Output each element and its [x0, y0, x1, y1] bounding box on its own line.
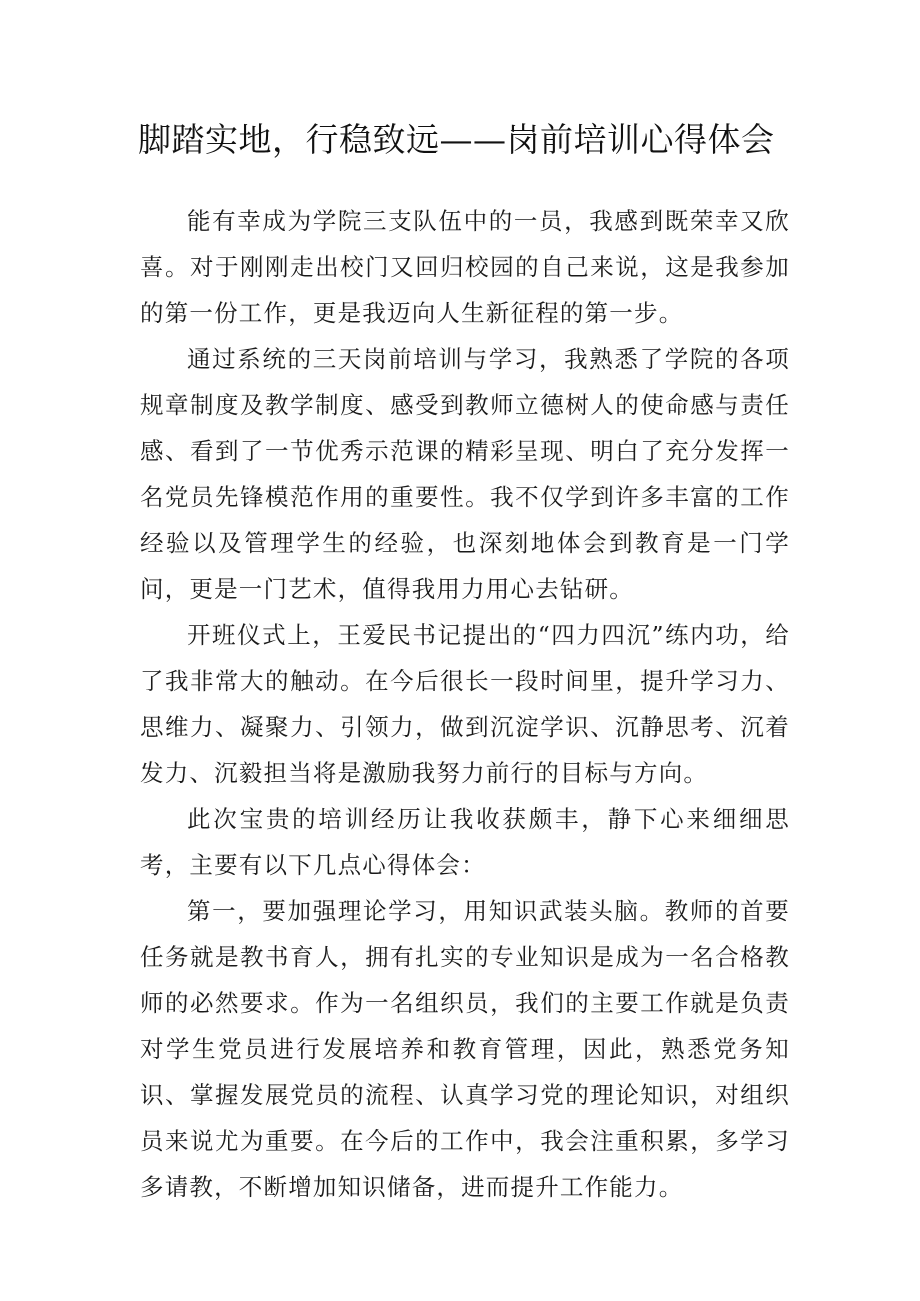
paragraph-opening-ceremony: 开班仪式上，王爱民书记提出的“四力四沉”练内功，给了我非常大的触动。在今后很长一段时间里，提升学习力、思维力、凝聚力、引领力，做到沉淀学识、沉静思考、沉着发力、沉毅担当将是激励我努力前行的目标与方向。	[140, 621, 790, 787]
paragraph-training: 通过系统的三天岗前培训与学习，我熟悉了学院的各项规章制度及教学制度、感受到教师立德树人的使命感与责任感、看到了一节优秀示范课的精彩呈现、明白了充分发挥一名党员先锋模范作用的重要性。我不仅学到许多丰富的工作经验以及管理学生的经验，也深刻地体会到教育是一门学问，更是一门艺术，值得我用力用心去钻研。	[140, 345, 790, 603]
paragraph-intro: 能有幸成为学院三支队伍中的一员，我感到既荣幸又欣喜。对于刚刚走出校门又回归校园的自己来说，这是我参加的第一份工作，更是我迈向人生新征程的第一步。	[140, 207, 790, 327]
document-title: 脚踏实地，行稳致远——岗前培训心得体会	[138, 120, 775, 159]
paragraph-summary-lead: 此次宝贵的培训经历让我收获颇丰，静下心来细细思考，主要有以下几点心得体会：	[140, 805, 790, 879]
paragraph-point-one: 第一，要加强理论学习，用知识武装头脑。教师的首要任务就是教书育人，拥有扎实的专业知识是成为一名合格教师的必然要求。作为一名组织员，我们的主要工作就是负责对学生党员进行发展培养和教育管理，因此，熟悉党务知识、掌握发展党员的流程、认真学习党的理论知识，对组织员来说尤为重要。在今后的工作中，我会注重积累，多学习多请教，不断增加知识储备，进而提升工作能力。	[140, 897, 790, 1201]
document-body	[140, 198, 790, 1210]
